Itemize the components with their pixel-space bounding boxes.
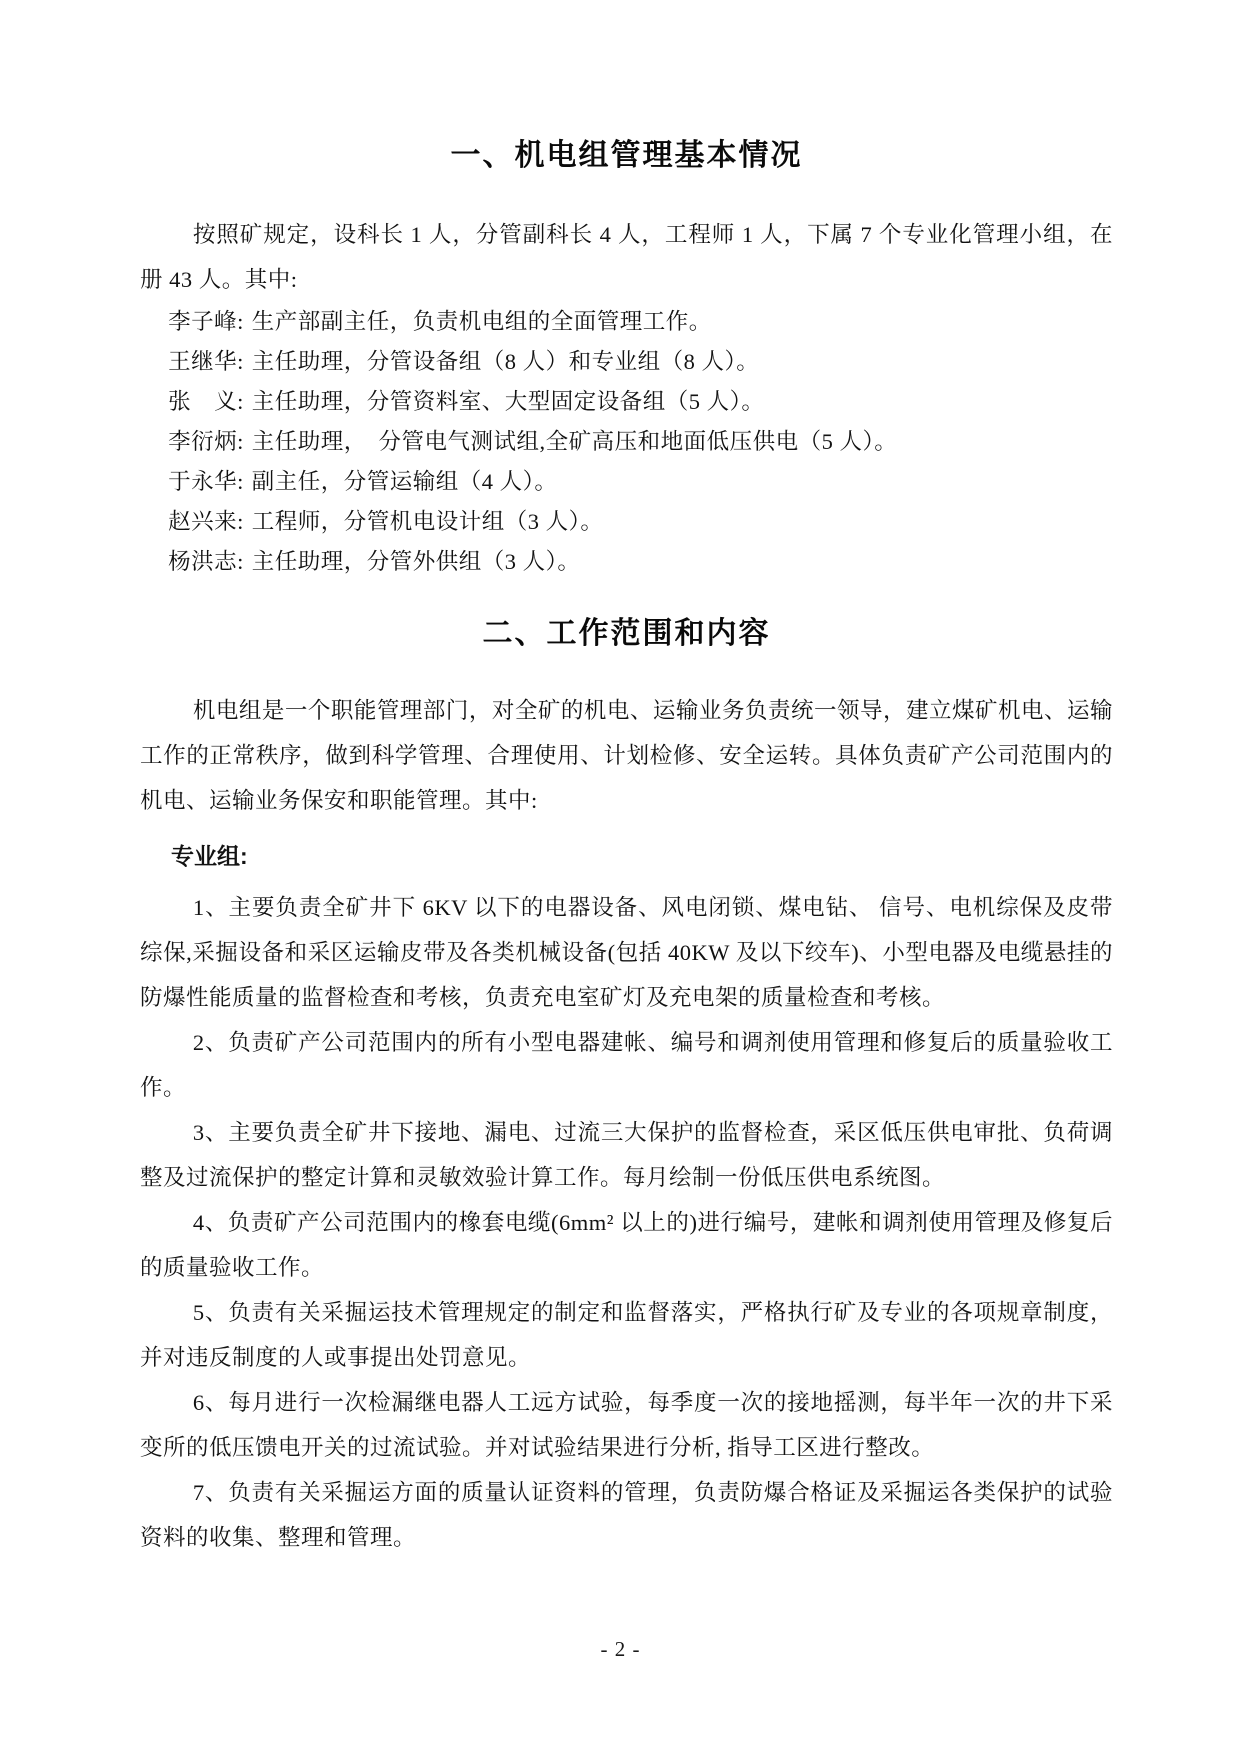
subheading-specialty-group: 专业组: xyxy=(171,843,248,869)
duty-item-5: 5、负责有关采掘运技术管理规定的制定和监督落实，严格执行矿及专业的各项规章制度，并对违反制度的人或事提出处罚意见。 xyxy=(140,1300,1113,1370)
member-desc: 工程师，分管机电设计组（3 人）。 xyxy=(251,509,604,534)
duty-item-2: 2、负责矿产公司范围内的所有小型电器建帐、编号和调剂使用管理和修复后的质量验收工作。 xyxy=(140,1030,1113,1100)
member-name: 李子峰: xyxy=(168,309,244,334)
member-line xyxy=(140,342,1113,382)
member-line xyxy=(140,302,1113,342)
page-number: - 2 - xyxy=(600,1637,641,1661)
member-name: 王继华: xyxy=(168,349,244,374)
duty-item-list xyxy=(140,885,1113,1560)
member-line xyxy=(140,542,1113,582)
section2-intro-paragraph: 机电组是一个职能管理部门，对全矿的机电、运输业务负责统一领导，建立煤矿机电、运输工作的正常秩序，做到科学管理、合理使用、计划检修、安全运转。具体负责矿产公司范围内的机电、运输业务保安和职能管理。其中: xyxy=(140,698,1113,813)
member-desc: 主任助理，分管外供组（3 人）。 xyxy=(251,549,581,574)
member-name: 李衍炳: xyxy=(168,429,244,454)
duty-item-7: 7、负责有关采掘运方面的质量认证资料的管理，负责防爆合格证及采掘运各类保护的试验资料的收集、整理和管理。 xyxy=(140,1480,1113,1550)
member-desc: 主任助理，分管设备组（8 人）和专业组（8 人）。 xyxy=(251,349,760,374)
member-name: 于永华: xyxy=(168,469,244,494)
member-name: 杨洪志: xyxy=(168,549,244,574)
member-line xyxy=(140,382,1113,422)
member-desc: 生产部副主任，负责机电组的全面管理工作。 xyxy=(251,309,712,334)
member-line xyxy=(140,502,1113,542)
duty-item-3: 3、主要负责全矿井下接地、漏电、过流三大保护的监督检查，采区低压供电审批、负荷调整及过流保护的整定计算和灵敏效验计算工作。每月绘制一份低压供电系统图。 xyxy=(140,1120,1113,1190)
member-name: 赵兴来: xyxy=(168,509,244,534)
section1-intro-paragraph: 按照矿规定，设科长 1 人，分管副科长 4 人，工程师 1 人，下属 7 个专业化管理小组，在册 43 人。其中: xyxy=(140,222,1113,292)
duty-item-1: 1、主要负责全矿井下 6KV 以下的电器设备、风电闭锁、煤电钻、 信号、电机综保及皮带综保,采掘设备和采区运输皮带及各类机械设备(包括 40KW 及以下绞车)、小型电器及电缆悬挂的防爆性能质量的监督检查和考核，负责充电室矿灯及充电架的质量检查和考核。 xyxy=(140,895,1113,1010)
section1-title: 一、机电组管理基本情况 xyxy=(450,139,803,172)
member-desc: 主任助理，分管资料室、大型固定设备组（5 人）。 xyxy=(251,389,765,414)
member-name: 张 义: xyxy=(168,389,244,414)
member-desc: 主任助理， 分管电气测试组,全矿高压和地面低压供电（5 人）。 xyxy=(251,429,898,454)
member-desc: 副主任，分管运输组（4 人）。 xyxy=(251,469,558,494)
duty-item-4: 4、负责矿产公司范围内的橡套电缆(6mm² 以上的)进行编号，建帐和调剂使用管理及修复后的质量验收工作。 xyxy=(140,1210,1113,1280)
member-list xyxy=(140,302,1113,582)
duty-item-6: 6、每月进行一次检漏继电器人工远方试验，每季度一次的接地摇测，每半年一次的井下采变所的低压馈电开关的过流试验。并对试验结果进行分析, 指导工区进行整改。 xyxy=(140,1390,1113,1460)
member-line xyxy=(140,462,1113,502)
member-line xyxy=(140,422,1113,462)
section2-title: 二、工作范围和内容 xyxy=(482,617,771,650)
